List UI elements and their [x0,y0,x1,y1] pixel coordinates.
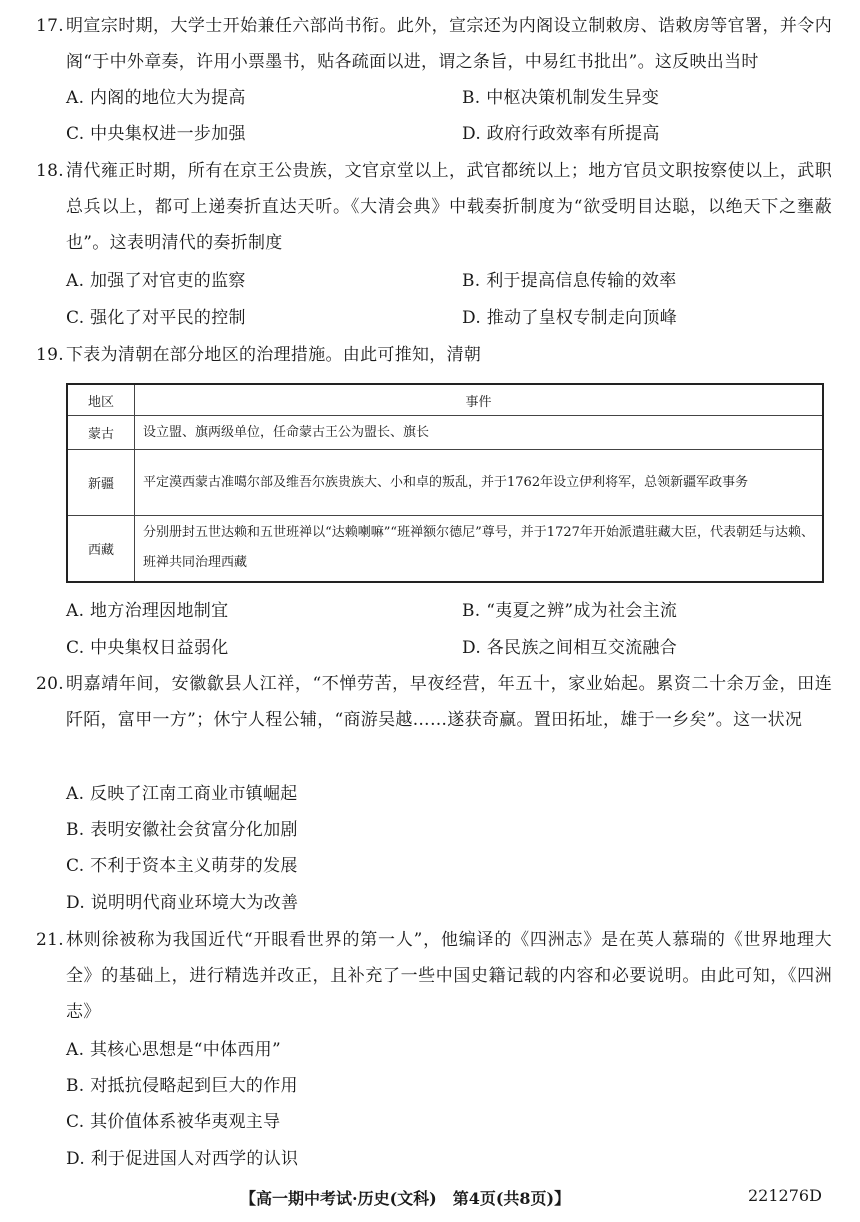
question-number: 20. [36,674,64,694]
table-header-event: 事件 [135,384,824,416]
question-stem: 清代雍正时期，所有在京王公贵族，文官京堂以上，武官都统以上；地方官员文职按察使以上，武职总兵以上，都可上递奏折直达天听。《大清会典》中载奏折制度为“欲受明目达聪，以绝天下之壅蔽也”。这表明清代的奏折制度 [66,161,832,253]
question-number: 19. [36,345,64,365]
option-a: A. 加强了对官吏的监察 [66,271,246,291]
table-row [67,416,823,450]
option-d: D. 推动了皇权专制走向顶峰 [462,308,678,328]
option-b: B. 表明安徽社会贫富分化加剧 [66,820,298,840]
option-a: A. 反映了江南工商业市镇崛起 [66,784,298,804]
table-header-row [67,384,823,416]
table-header-region: 地区 [67,384,135,416]
table-cell-event: 设立盟、旗两级单位，任命蒙古王公为盟长、旗长 [135,416,824,450]
option-b: B. “夷夏之辨”成为社会主流 [462,601,678,621]
option-d: D. 说明明代商业环境大为改善 [66,893,299,913]
option-d: D. 利于促进国人对西学的认识 [66,1149,299,1169]
option-b: B. 中枢决策机制发生异变 [462,88,660,108]
option-c: C. 强化了对平民的控制 [66,308,246,328]
question-stem: 林则徐被称为我国近代“开眼看世界的第一人”，他编译的《四洲志》是在英人慕瑞的《世界地理大全》的基础上，进行精选并改正，且补充了一些中国史籍记载的内容和必要说明。由此可知，《四洲志》 [66,930,832,1022]
question-number: 18. [36,161,64,181]
page-footer-code: 221276D [748,1186,822,1205]
option-c: C. 不利于资本主义萌芽的发展 [66,856,298,876]
question-number: 21. [36,930,64,950]
option-c: C. 中央集权进一步加强 [66,124,246,144]
option-b: B. 利于提高信息传输的效率 [462,271,677,291]
option-a: A. 地方治理因地制宜 [66,601,229,621]
question-stem: 下表为清朝在部分地区的治理措施。由此可推知，清朝 [66,345,482,365]
option-d: D. 各民族之间相互交流融合 [462,638,678,658]
option-a: A. 其核心思想是“中体西用” [66,1040,281,1060]
question-stem: 明嘉靖年间，安徽歙县人江祥，“不惮劳苦，早夜经营，年五十，家业始起。累资二十余万金，田连阡陌，富甲一方”；休宁人程公辅，“商游吴越……遂获奇赢。置田拓址，雄于一乡矣”。这一状况 [66,674,832,730]
option-d: D. 政府行政效率有所提高 [462,124,660,144]
table-cell-event: 分别册封五世达赖和五世班禅以“达赖喇嘛”“班禅额尔德尼”尊号，并于1727年开始派遣驻藏大臣，代表朝廷与达赖、班禅共同治理西藏 [135,516,824,582]
option-c: C. 中央集权日益弱化 [66,638,229,658]
table-row [67,450,823,516]
table-cell-event: 平定漠西蒙古准噶尔部及维吾尔族贵族大、小和卓的叛乱，并于1762年设立伊利将军，总领新疆军政事务 [135,450,824,516]
table-row [67,516,823,582]
table-cell-region: 蒙古 [67,416,135,450]
table-cell-region: 西藏 [67,516,135,582]
option-b: B. 对抵抗侵略起到巨大的作用 [66,1076,298,1096]
question-number: 17. [36,16,64,36]
question-stem: 明宣宗时期，大学士开始兼任六部尚书衔。此外，宣宗还为内阁设立制敕房、诰敕房等官署，并令内阁“于中外章奏，许用小票墨书，贴各疏面以进，谓之条旨，中易红书批出”。这反映出当时 [66,16,832,72]
table-cell-region: 新疆 [67,450,135,516]
option-a: A. 内阁的地位大为提高 [66,88,246,108]
page-footer-title: 【高一期中考试·历史(文科) 第4页(共8页)】 [240,1189,571,1208]
option-c: C. 其价值体系被华夷观主导 [66,1112,281,1132]
governance-table [66,383,824,583]
